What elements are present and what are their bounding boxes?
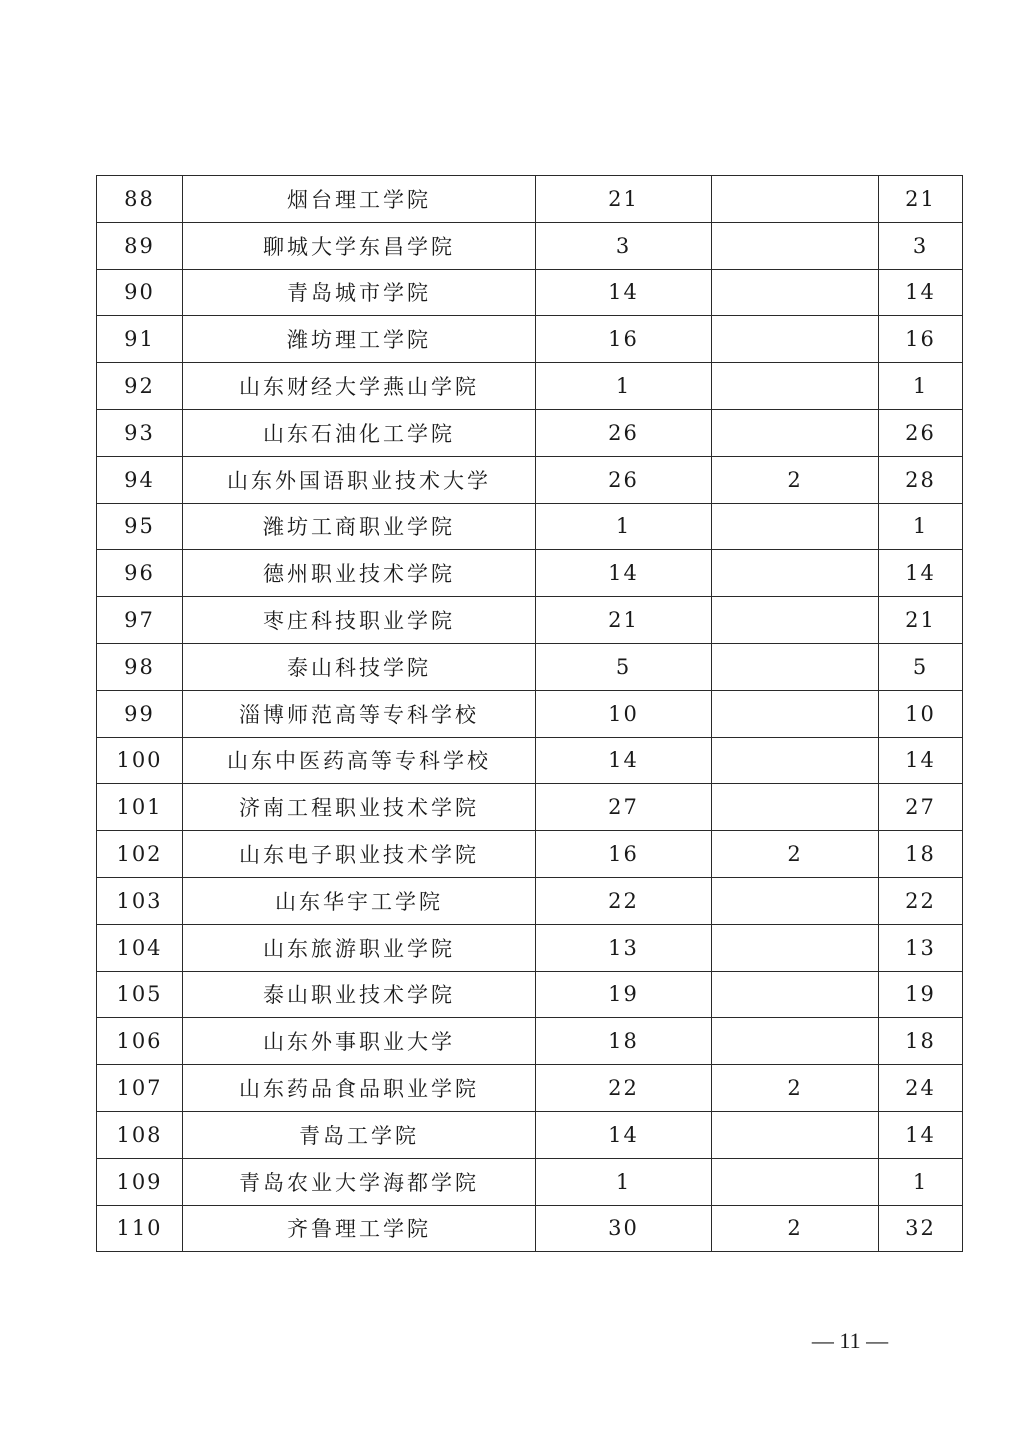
row-number-cell: 108 [97, 1111, 183, 1158]
institution-name-cell: 潍坊理工学院 [183, 316, 536, 363]
row-number-cell: 97 [97, 597, 183, 644]
count-a-cell: 22 [536, 1065, 712, 1112]
count-b-cell [712, 503, 879, 550]
count-a-cell: 22 [536, 877, 712, 924]
total-cell: 14 [879, 550, 963, 597]
count-b-cell: 2 [712, 456, 879, 503]
table-row [97, 363, 963, 410]
institution-name-cell: 山东外事职业大学 [183, 1018, 536, 1065]
total-cell: 21 [879, 176, 963, 223]
institution-name-cell: 山东华宇工学院 [183, 877, 536, 924]
institution-name-cell: 山东电子职业技术学院 [183, 831, 536, 878]
table-row [97, 784, 963, 831]
total-cell: 3 [879, 222, 963, 269]
count-b-cell [712, 690, 879, 737]
count-b-cell [712, 971, 879, 1018]
total-cell: 13 [879, 924, 963, 971]
count-b-cell [712, 1018, 879, 1065]
total-cell: 22 [879, 877, 963, 924]
table-row [97, 222, 963, 269]
count-b-cell [712, 363, 879, 410]
count-a-cell: 21 [536, 597, 712, 644]
institution-name-cell: 枣庄科技职业学院 [183, 597, 536, 644]
count-a-cell: 27 [536, 784, 712, 831]
institution-name-cell: 齐鲁理工学院 [183, 1205, 536, 1252]
row-number-cell: 103 [97, 877, 183, 924]
count-b-cell [712, 269, 879, 316]
row-number-cell: 89 [97, 222, 183, 269]
count-a-cell: 16 [536, 316, 712, 363]
count-b-cell [712, 550, 879, 597]
row-number-cell: 104 [97, 924, 183, 971]
table-row [97, 409, 963, 456]
institution-name-cell: 德州职业技术学院 [183, 550, 536, 597]
row-number-cell: 90 [97, 269, 183, 316]
total-cell: 18 [879, 1018, 963, 1065]
total-cell: 19 [879, 971, 963, 1018]
count-a-cell: 14 [536, 550, 712, 597]
allocation-table [96, 175, 963, 1252]
count-b-cell: 2 [712, 1205, 879, 1252]
count-a-cell: 18 [536, 1018, 712, 1065]
row-number-cell: 106 [97, 1018, 183, 1065]
row-number-cell: 101 [97, 784, 183, 831]
row-number-cell: 91 [97, 316, 183, 363]
count-b-cell [712, 1111, 879, 1158]
institution-name-cell: 济南工程职业技术学院 [183, 784, 536, 831]
table-row [97, 831, 963, 878]
count-b-cell [712, 597, 879, 644]
row-number-cell: 105 [97, 971, 183, 1018]
total-cell: 21 [879, 597, 963, 644]
institution-name-cell: 山东财经大学燕山学院 [183, 363, 536, 410]
count-b-cell [712, 176, 879, 223]
total-cell: 32 [879, 1205, 963, 1252]
row-number-cell: 94 [97, 456, 183, 503]
total-cell: 1 [879, 1158, 963, 1205]
institution-name-cell: 山东石油化工学院 [183, 409, 536, 456]
row-number-cell: 100 [97, 737, 183, 784]
table-row [97, 643, 963, 690]
count-a-cell: 10 [536, 690, 712, 737]
table-row [97, 316, 963, 363]
row-number-cell: 95 [97, 503, 183, 550]
total-cell: 18 [879, 831, 963, 878]
total-cell: 5 [879, 643, 963, 690]
row-number-cell: 110 [97, 1205, 183, 1252]
count-a-cell: 21 [536, 176, 712, 223]
count-a-cell: 13 [536, 924, 712, 971]
table-row [97, 550, 963, 597]
count-a-cell: 5 [536, 643, 712, 690]
institution-name-cell: 山东药品食品职业学院 [183, 1065, 536, 1112]
count-b-cell [712, 784, 879, 831]
institution-name-cell: 山东外国语职业技术大学 [183, 456, 536, 503]
total-cell: 28 [879, 456, 963, 503]
count-a-cell: 26 [536, 456, 712, 503]
total-cell: 14 [879, 269, 963, 316]
table-row [97, 1205, 963, 1252]
count-a-cell: 16 [536, 831, 712, 878]
row-number-cell: 107 [97, 1065, 183, 1112]
row-number-cell: 96 [97, 550, 183, 597]
count-b-cell [712, 643, 879, 690]
table-row [97, 690, 963, 737]
row-number-cell: 93 [97, 409, 183, 456]
total-cell: 14 [879, 737, 963, 784]
page-number: — 11 — [811, 1328, 889, 1353]
institution-name-cell: 聊城大学东昌学院 [183, 222, 536, 269]
table-row [97, 737, 963, 784]
count-a-cell: 19 [536, 971, 712, 1018]
count-a-cell: 30 [536, 1205, 712, 1252]
table-row [97, 1158, 963, 1205]
table-row [97, 971, 963, 1018]
count-b-cell: 2 [712, 831, 879, 878]
table-row [97, 1065, 963, 1112]
count-b-cell [712, 409, 879, 456]
count-b-cell [712, 1158, 879, 1205]
count-b-cell [712, 877, 879, 924]
table-row [97, 269, 963, 316]
count-a-cell: 14 [536, 737, 712, 784]
count-b-cell [712, 924, 879, 971]
table-row [97, 176, 963, 223]
row-number-cell: 98 [97, 643, 183, 690]
table-row [97, 503, 963, 550]
count-a-cell: 26 [536, 409, 712, 456]
total-cell: 16 [879, 316, 963, 363]
table-row [97, 597, 963, 644]
table-row [97, 456, 963, 503]
institution-name-cell: 烟台理工学院 [183, 176, 536, 223]
total-cell: 10 [879, 690, 963, 737]
table-body [97, 176, 963, 1252]
row-number-cell: 92 [97, 363, 183, 410]
institution-name-cell: 潍坊工商职业学院 [183, 503, 536, 550]
institution-name-cell: 山东旅游职业学院 [183, 924, 536, 971]
count-a-cell: 14 [536, 269, 712, 316]
count-b-cell [712, 737, 879, 784]
total-cell: 1 [879, 503, 963, 550]
count-a-cell: 1 [536, 1158, 712, 1205]
total-cell: 14 [879, 1111, 963, 1158]
table-row [97, 1018, 963, 1065]
total-cell: 26 [879, 409, 963, 456]
table-row [97, 877, 963, 924]
count-a-cell: 3 [536, 222, 712, 269]
institution-name-cell: 淄博师范高等专科学校 [183, 690, 536, 737]
total-cell: 1 [879, 363, 963, 410]
institution-name-cell: 青岛工学院 [183, 1111, 536, 1158]
count-b-cell [712, 316, 879, 363]
count-b-cell [712, 222, 879, 269]
institution-name-cell: 泰山科技学院 [183, 643, 536, 690]
row-number-cell: 99 [97, 690, 183, 737]
institution-name-cell: 青岛农业大学海都学院 [183, 1158, 536, 1205]
row-number-cell: 102 [97, 831, 183, 878]
table-row [97, 924, 963, 971]
count-a-cell: 1 [536, 363, 712, 410]
institution-name-cell: 青岛城市学院 [183, 269, 536, 316]
count-a-cell: 1 [536, 503, 712, 550]
institution-name-cell: 山东中医药高等专科学校 [183, 737, 536, 784]
total-cell: 27 [879, 784, 963, 831]
count-b-cell: 2 [712, 1065, 879, 1112]
row-number-cell: 88 [97, 176, 183, 223]
institution-name-cell: 泰山职业技术学院 [183, 971, 536, 1018]
total-cell: 24 [879, 1065, 963, 1112]
table-row [97, 1111, 963, 1158]
row-number-cell: 109 [97, 1158, 183, 1205]
count-a-cell: 14 [536, 1111, 712, 1158]
